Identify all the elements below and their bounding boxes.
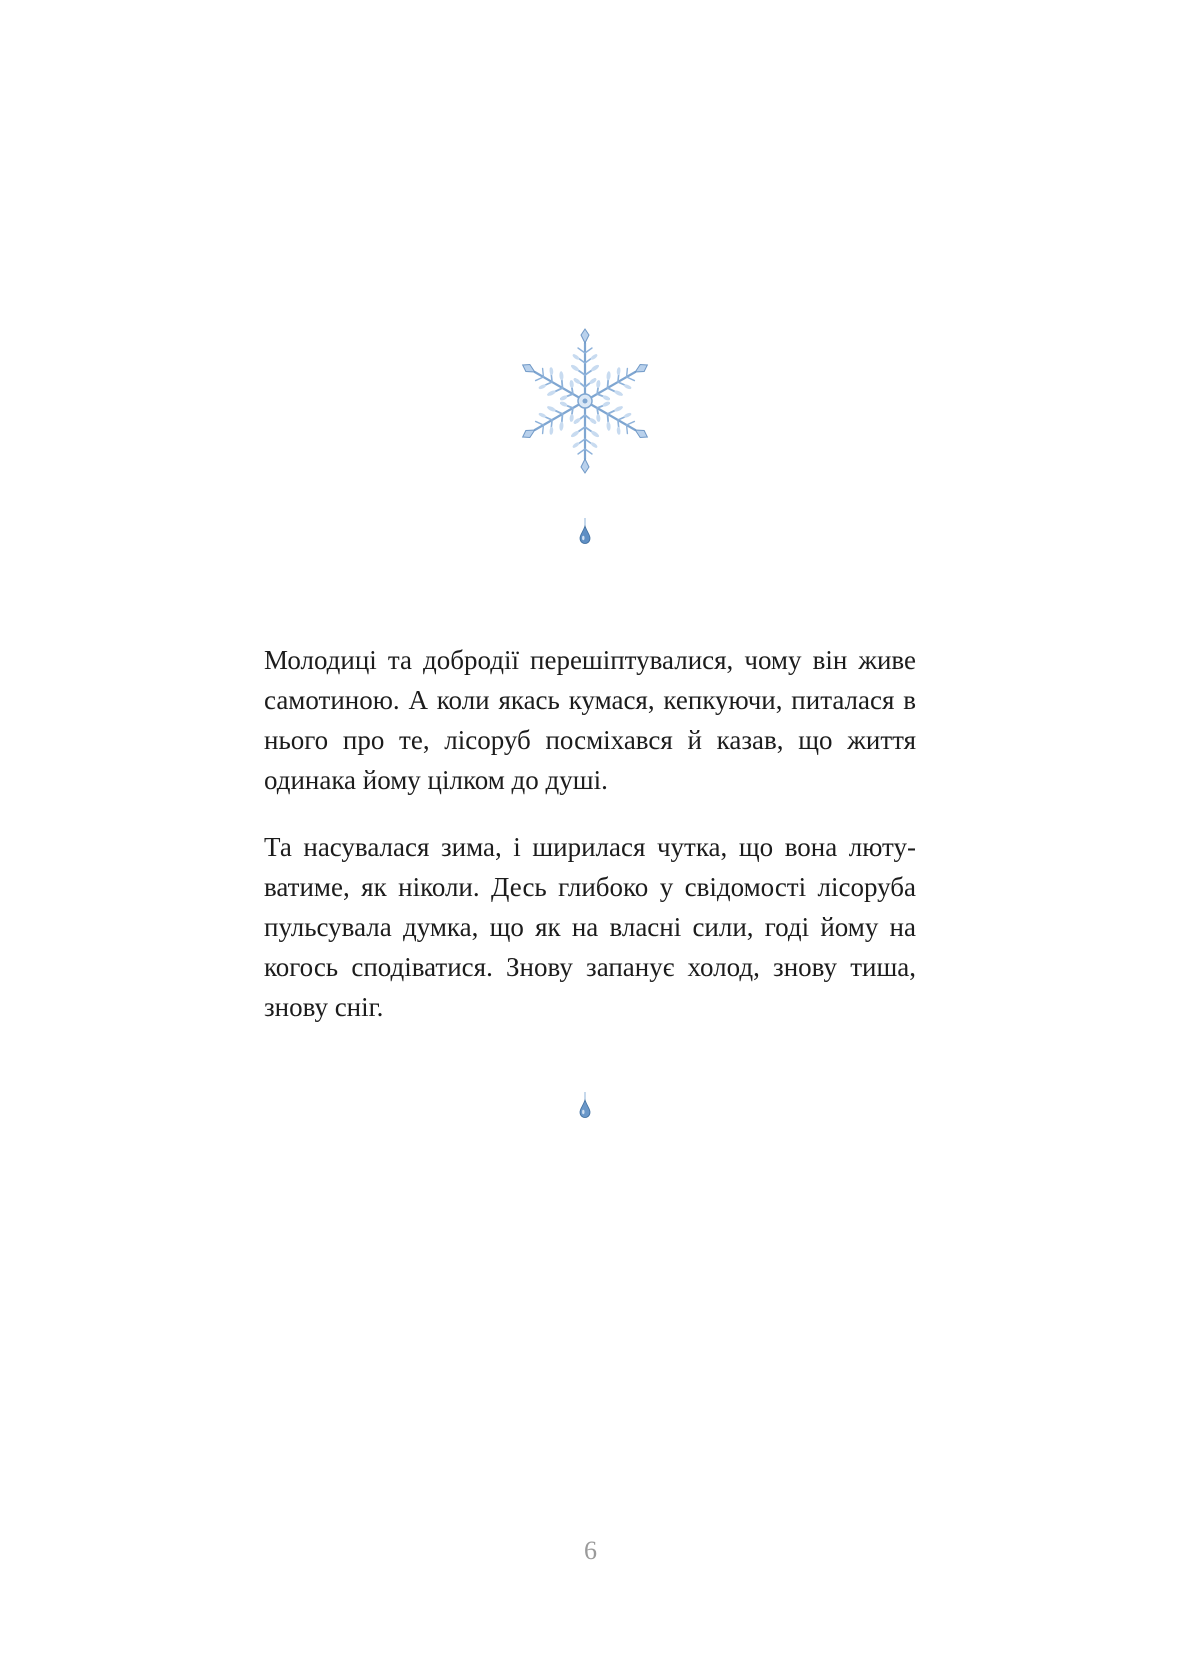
water-drop-icon [579, 1092, 591, 1118]
page-number: 6 [584, 1536, 597, 1565]
body-text [264, 640, 916, 1054]
snowflake-icon [520, 326, 650, 476]
water-drop-icon [579, 518, 591, 544]
paragraph-1: Молодиці та добродії перешіптувалися, чому він живе самотиною. А коли якась кумася, кепкуючи, питалася в нього про те, лісоруб посміхався й казав, що життя одинака йому цілком до душі. [264, 645, 916, 795]
paragraph-2: Та насувалася зима, і ширилася чутка, що вона лютуватиме, як ніколи. Десь глибоко у свідомості лісоруба пульсувала думка, що як на власні сили, годі йому на когось сподіватися. Знову запанує холод, знову тиша, знову сніг. [264, 832, 916, 1022]
